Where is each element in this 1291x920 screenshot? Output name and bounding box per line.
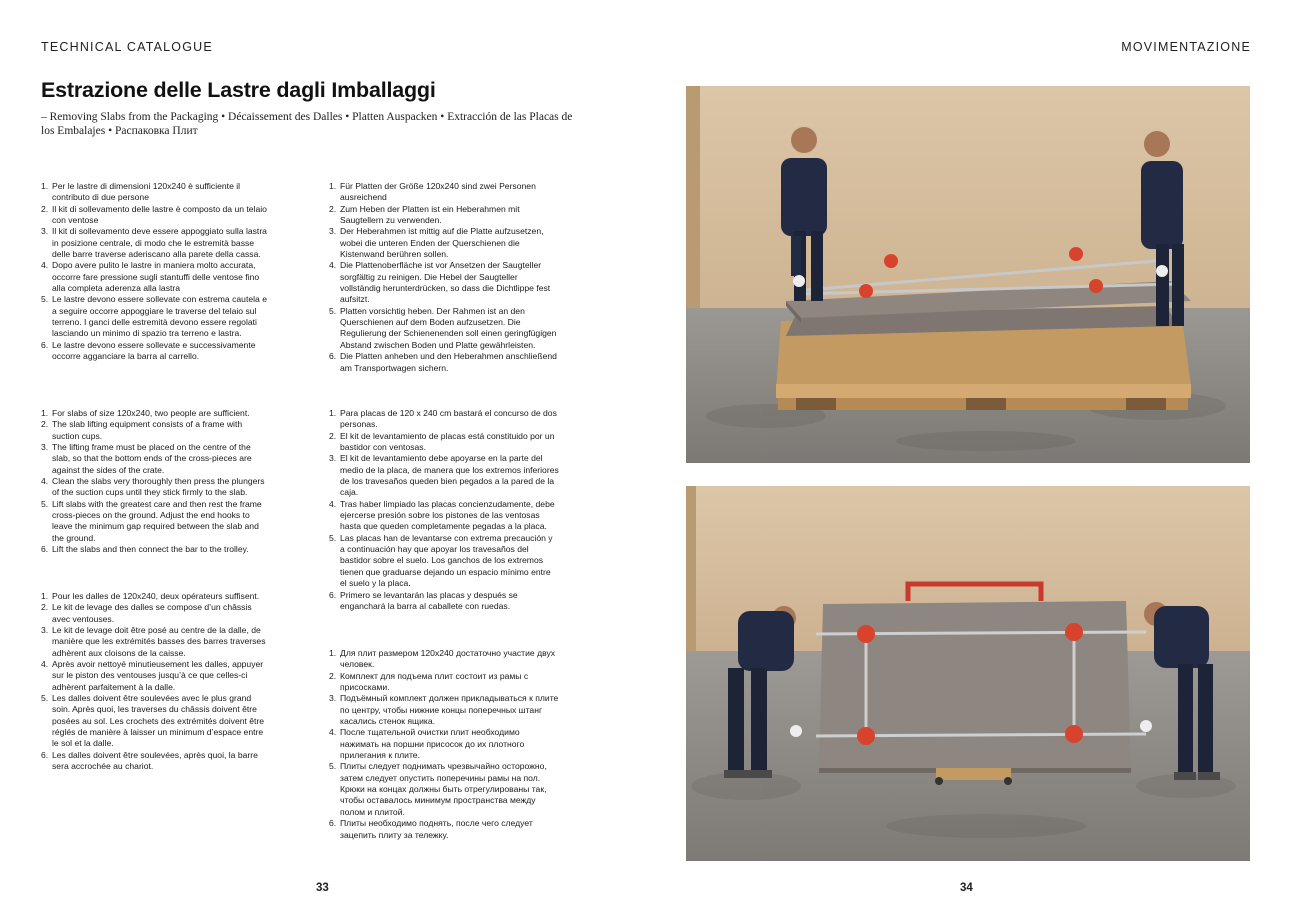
page-title: Estrazione delle Lastre dagli Imballaggi	[41, 78, 436, 102]
list-item-text: Le lastre devono essere sollevate e successivamente occorre agganciare la barra al carrello.	[52, 339, 256, 362]
list-item-number: 3.	[41, 625, 49, 636]
list-russian	[329, 648, 559, 841]
list-item-number: 5.	[329, 761, 337, 772]
list-item-text: Las placas han de levantarse con extrema precaución y a continuación hay que apoyar los travesaños del bastidor sobre el suelo. Los ganchos de los extremos tienen que graduarse dejando un espacio mínimo entre el suelo y la placa.	[340, 532, 553, 589]
list-item-number: 4.	[41, 476, 49, 487]
list-italian	[41, 181, 269, 363]
list-item	[329, 351, 559, 374]
list-item-text: Lift the slabs and then connect the bar to the trolley.	[52, 544, 249, 555]
list-item-number: 1.	[329, 408, 337, 418]
list-item-text: For slabs of size 120x240, two people are sufficient.	[52, 408, 250, 418]
list-item-number: 3.	[329, 453, 337, 464]
list-item-text: Pour les dalles de 120x240, deux opérateurs suffisent.	[52, 591, 260, 601]
list-item-text: Clean the slabs very thoroughly then press the plungers of the suction cups until they stick firmly to the slab.	[52, 476, 265, 498]
list-item-number: 6.	[329, 351, 337, 362]
list-item	[41, 408, 269, 419]
list-item-number: 2.	[329, 430, 337, 441]
list-english	[41, 408, 269, 555]
list-item	[41, 181, 269, 204]
list-item	[41, 602, 269, 625]
list-item-number: 5.	[41, 498, 49, 509]
list-item-number: 5.	[41, 294, 49, 305]
list-item-number: 3.	[329, 693, 337, 704]
list-item	[41, 419, 269, 442]
list-item	[329, 306, 559, 351]
list-item-text: Для плит размером 120x240 достаточно участие двух человек.	[340, 648, 556, 670]
list-item-number: 4.	[329, 498, 337, 509]
list-item-text: Für Platten der Größe 120x240 sind zwei Personen ausreichend	[340, 181, 536, 203]
list-item-text: El kit de levantamiento de placas está constituido por un bastidor con ventosas.	[340, 430, 555, 453]
list-item-text: Dopo avere pulito le lastre in maniera molto accurata, occorre fare pressione sugli stantuffi delle ventose fino alla completa aderenza alla lastra	[52, 260, 260, 294]
list-item	[41, 294, 269, 339]
list-item-text: El kit de levantamiento debe apoyarse en la parte del medio de la placa, de manera que los extremos inferiores de los travesaños queden bien pegados a la pared de la caja.	[340, 453, 559, 498]
list-item-text: Der Heberahmen ist mittig auf die Platte aufzusetzen, wobei die unteren Enden der Querschienen die Kistenwand berühren sollen.	[340, 226, 544, 260]
list-item-text: Подъёмный комплект должен прикладываться к плите по центру, чтобы нижние концы поперечных штанг касались стенок ящика.	[340, 693, 559, 727]
list-item-number: 1.	[329, 181, 337, 191]
list-item-text: Zum Heben der Platten ist ein Heberahmen mit Saugtellern zu verwenden.	[340, 203, 520, 226]
list-item	[329, 761, 559, 818]
list-item	[41, 340, 269, 363]
photo-slab-on-trolley	[686, 486, 1250, 861]
page-number-left: 33	[316, 882, 329, 894]
list-item-number: 2.	[41, 602, 49, 613]
list-item	[329, 499, 559, 533]
list-item	[329, 408, 559, 431]
list-item-number: 6.	[41, 544, 49, 555]
list-item-text: Per le lastre di dimensioni 120x240 è sufficiente il contributo di due persone	[52, 181, 241, 203]
list-french	[41, 591, 269, 773]
list-item	[329, 226, 559, 260]
list-item-number: 3.	[41, 442, 49, 453]
list-item-text: Primero se levantarán las placas y después se enganchará la barra al caballete con ruedas.	[340, 589, 518, 611]
list-item-text: Le kit de levage doit être posé au centre de la dalle, de manière que les extrémités basses des barres traverses adhèrent aux cloisons de la caisse.	[52, 625, 266, 658]
list-item-number: 1.	[41, 181, 49, 191]
list-item	[329, 453, 559, 498]
list-item-number: 1.	[41, 408, 49, 418]
list-item	[41, 260, 269, 294]
list-item	[329, 204, 559, 227]
list-item	[41, 476, 269, 499]
list-item	[41, 693, 269, 750]
list-item-text: Après avoir nettoyé minutieusement les dalles, appuyer sur le piston des ventouses jusqu’à ce que celles-ci adhèrent parfaitement à la dalle.	[52, 659, 264, 692]
list-item	[41, 625, 269, 659]
list-spanish	[329, 408, 559, 612]
list-item-text: Lift slabs with the greatest care and then rest the frame cross-pieces on the ground. Adjust the end hooks to leave the minimum gap required between the slab and the ground.	[52, 498, 262, 543]
list-item	[41, 659, 269, 693]
list-item-text: Le lastre devono essere sollevate con estrema cautela e a seguire occorre appoggiare le traverse del telaio sul terreno. I ganci delle estremità devono essere regolati lasciando un minimo di spazio tra terreno e lastra.	[52, 294, 267, 339]
list-item-number: 5.	[41, 693, 49, 704]
list-item-number: 4.	[41, 659, 49, 670]
list-item	[329, 727, 559, 761]
list-item-number: 2.	[41, 419, 49, 430]
list-item	[41, 591, 269, 602]
list-item-text: Комплект для подъема плит состоит из рамы с присосками.	[340, 670, 529, 693]
list-item-number: 4.	[329, 727, 337, 738]
list-item	[329, 693, 559, 727]
list-item-text: Die Plattenoberfläche ist vor Ansetzen der Saugteller sorgfältig zu reinigen. Die Hebel der Saugteller vollständig herunterdrücken, so dass die Dichtlippe fest aufsitzt.	[340, 260, 551, 305]
running-header-left: TECHNICAL CATALOGUE	[41, 40, 213, 54]
list-item	[329, 260, 559, 305]
page-number-right: 34	[960, 882, 973, 894]
list-item-number: 6.	[41, 749, 49, 760]
list-item	[329, 590, 559, 613]
list-item	[329, 818, 559, 841]
page-subtitle: – Removing Slabs from the Packaging • Décaissement des Dalles • Platten Auspacken • Extracción de las Placas de los Embalajes • Распаковка Плит	[41, 111, 573, 137]
list-item	[329, 648, 559, 671]
list-item-text: Le kit de levage des dalles se compose d’un châssis avec ventouses.	[52, 602, 252, 624]
list-item	[41, 204, 269, 227]
list-item-text: Les dalles doivent être soulevées, après quoi, la barre sera accrochée au chariot.	[52, 749, 258, 772]
list-item	[41, 499, 269, 544]
list-item-text: Die Platten anheben und den Heberahmen anschließend am Transportwagen sichern.	[340, 351, 557, 373]
list-item-text: Плиты необходимо поднять, после чего следует зацепить плиту за тележку.	[340, 818, 533, 840]
list-item-number: 3.	[329, 226, 337, 237]
list-item-number: 5.	[329, 305, 337, 316]
list-item-number: 2.	[329, 203, 337, 214]
list-item-text: The lifting frame must be placed on the centre of the slab, so that the bottom ends of the cross-pieces are against the sides of the crate.	[52, 442, 252, 475]
list-item-text: Para placas de 120 x 240 cm bastará el concurso de dos personas.	[340, 408, 557, 430]
list-item-number: 1.	[329, 648, 337, 658]
list-item-text: Il kit di sollevamento delle lastre è composto da un telaio con ventose	[52, 203, 267, 226]
list-item-number: 2.	[329, 670, 337, 681]
list-item-text: Плиты следует поднимать чрезвычайно осторожно, затем следует опустить поперечины рамы на пол. Крюки на концах должны быть отрегулированы так, чтобы оставалось минимум пространства между полом и плитой.	[340, 761, 547, 817]
list-item	[41, 226, 269, 260]
list-item-number: 6.	[329, 818, 337, 829]
list-item-number: 3.	[41, 226, 49, 237]
list-item-number: 5.	[329, 532, 337, 543]
list-item	[329, 181, 559, 204]
list-german	[329, 181, 559, 374]
list-item-text: Platten vorsichtig heben. Der Rahmen ist an den Querschienen auf dem Boden aufzusetzen. Die Regulierung der Schienenenden soll einen geringfügigen Abstand zwischen Boden und Platte gewährleisten.	[340, 305, 557, 350]
list-item-number: 6.	[329, 589, 337, 600]
list-item	[41, 750, 269, 773]
list-item-text: Tras haber limpiado las placas concienzudamente, debe ejercerse presión sobre los pistones de las ventosas hasta que queden completamente pegadas a la placa.	[340, 498, 555, 532]
list-item-text: Il kit di sollevamento deve essere appoggiato sulla lastra in posizione centrale, di modo che le estremità basse delle barre traverse aderiscano alla parete della cassa.	[52, 226, 267, 260]
list-item-text: Les dalles doivent être soulevées avec le plus grand soin. Après quoi, les traverses du châssis doivent être posées au sol. Les crochets des extrémités doivent être réglés de manière à laisser un minimum d’espace entre le sol et la dalle.	[52, 693, 265, 749]
list-item-number: 2.	[41, 203, 49, 214]
list-item-number: 4.	[41, 260, 49, 271]
list-item-text: После тщательной очистки плит необходимо нажимать на поршни присосок до их плотного прилегания к плите.	[340, 727, 525, 761]
list-item-number: 6.	[41, 339, 49, 350]
list-item	[329, 533, 559, 590]
list-item	[41, 544, 269, 555]
list-item	[329, 671, 559, 694]
photo-lifting-slab-from-crate	[686, 86, 1250, 463]
list-item-number: 4.	[329, 260, 337, 271]
running-header-right: MOVIMENTAZIONE	[1121, 40, 1251, 54]
list-item-text: The slab lifting equipment consists of a frame with suction cups.	[52, 419, 243, 441]
list-item	[41, 442, 269, 476]
list-item	[329, 431, 559, 454]
list-item-number: 1.	[41, 591, 49, 601]
